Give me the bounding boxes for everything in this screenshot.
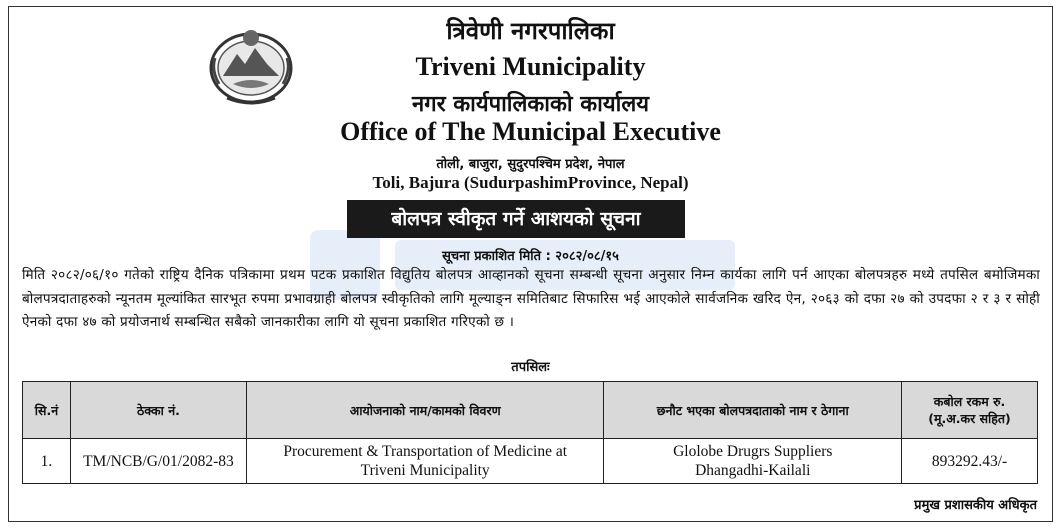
- col-header-contract-no: ठेक्का नं.: [70, 382, 246, 439]
- office-name-nepali: नगर कार्यपालिकाको कार्यालय: [412, 92, 649, 117]
- notice-body: मिति २०८२/०६/१० गतेको राष्ट्रिय दैनिक पत्रिकामा प्रथम पटक प्रकाशित विद्युतिय बोलपत्र आव्हानको सूचना सम्बन्धी सूचना अनुसार निम्न कार्यका लागि पर्न आएका बोलपत्रहरु मध्ये तपसिल बमोजिमका बोलपत्रदाताहरुको न्यूनतम मूल्यांकित सारभूत रुपमा प्रभावग्राही बोलपत्र स्वीकृतिको लागि मूल्याङ्न समितिबाट सिफारिस भई आएकोले सार्वजनिक खरिद ऐन, २०६३ को दफा २७ को उपदफा २ र ३ र सोही ऐनको दफा ४७ को प्रयोजनार्थ सम्बन्धित सबैको जानकारीका लागि यो सूचना प्रकाशित गरिएको छ ।: [22, 267, 1040, 330]
- municipality-name-english: Triveni Municipality: [415, 52, 646, 81]
- table-row: [23, 439, 1038, 484]
- address-nepali: तोली, बाजुरा, सुदुरपश्चिम प्रदेश, नेपाल: [436, 157, 625, 172]
- cell-bidder-line2: Dhangadhi-Kailali: [695, 462, 811, 479]
- details-label: तपसिलः: [511, 360, 550, 375]
- cell-project-line1: Procurement & Transportation of Medicine at: [283, 443, 568, 460]
- col-header-sn: सि.नं: [23, 382, 71, 439]
- cell-project-line2: Triveni Municipality: [360, 462, 490, 479]
- award-table: [22, 381, 1038, 484]
- col-header-amount-line2: (मू.अ.कर सहित): [928, 411, 1011, 426]
- notice-title: बोलपत्र स्वीकृत गर्ने आशयको सूचना: [347, 200, 685, 238]
- cell-sn: 1.: [23, 439, 71, 484]
- address-english: Toli, Bajura (SudurpashimProvince, Nepal): [372, 173, 689, 192]
- signoff: प्रमुख प्रशासकीय अधिकृत: [914, 498, 1037, 513]
- municipality-name-nepali: त्रिवेणी नगरपालिका: [446, 17, 615, 45]
- cell-amount: 893292.43/-: [902, 439, 1038, 484]
- published-date: सूचना प्रकाशित मिति : २०८२/०८/१५: [442, 249, 619, 264]
- office-name-english: Office of The Municipal Executive: [340, 117, 721, 146]
- col-header-amount: [902, 382, 1038, 439]
- cell-contract-no: TM/NCB/G/01/2082-83: [70, 439, 246, 484]
- cell-bidder: [604, 439, 902, 484]
- cell-project: [246, 439, 604, 484]
- col-header-project: आयोजनाको नाम/कामको विवरण: [246, 382, 604, 439]
- col-header-bidder: छनौट भएका बोलपत्रदाताको नाम र ठेगाना: [604, 382, 902, 439]
- table-header-row: [23, 382, 1038, 439]
- cell-bidder-line1: Glolobe Drugrs Suppliers: [673, 443, 833, 460]
- col-header-amount-line1: कबोल रकम रु.: [933, 394, 1006, 409]
